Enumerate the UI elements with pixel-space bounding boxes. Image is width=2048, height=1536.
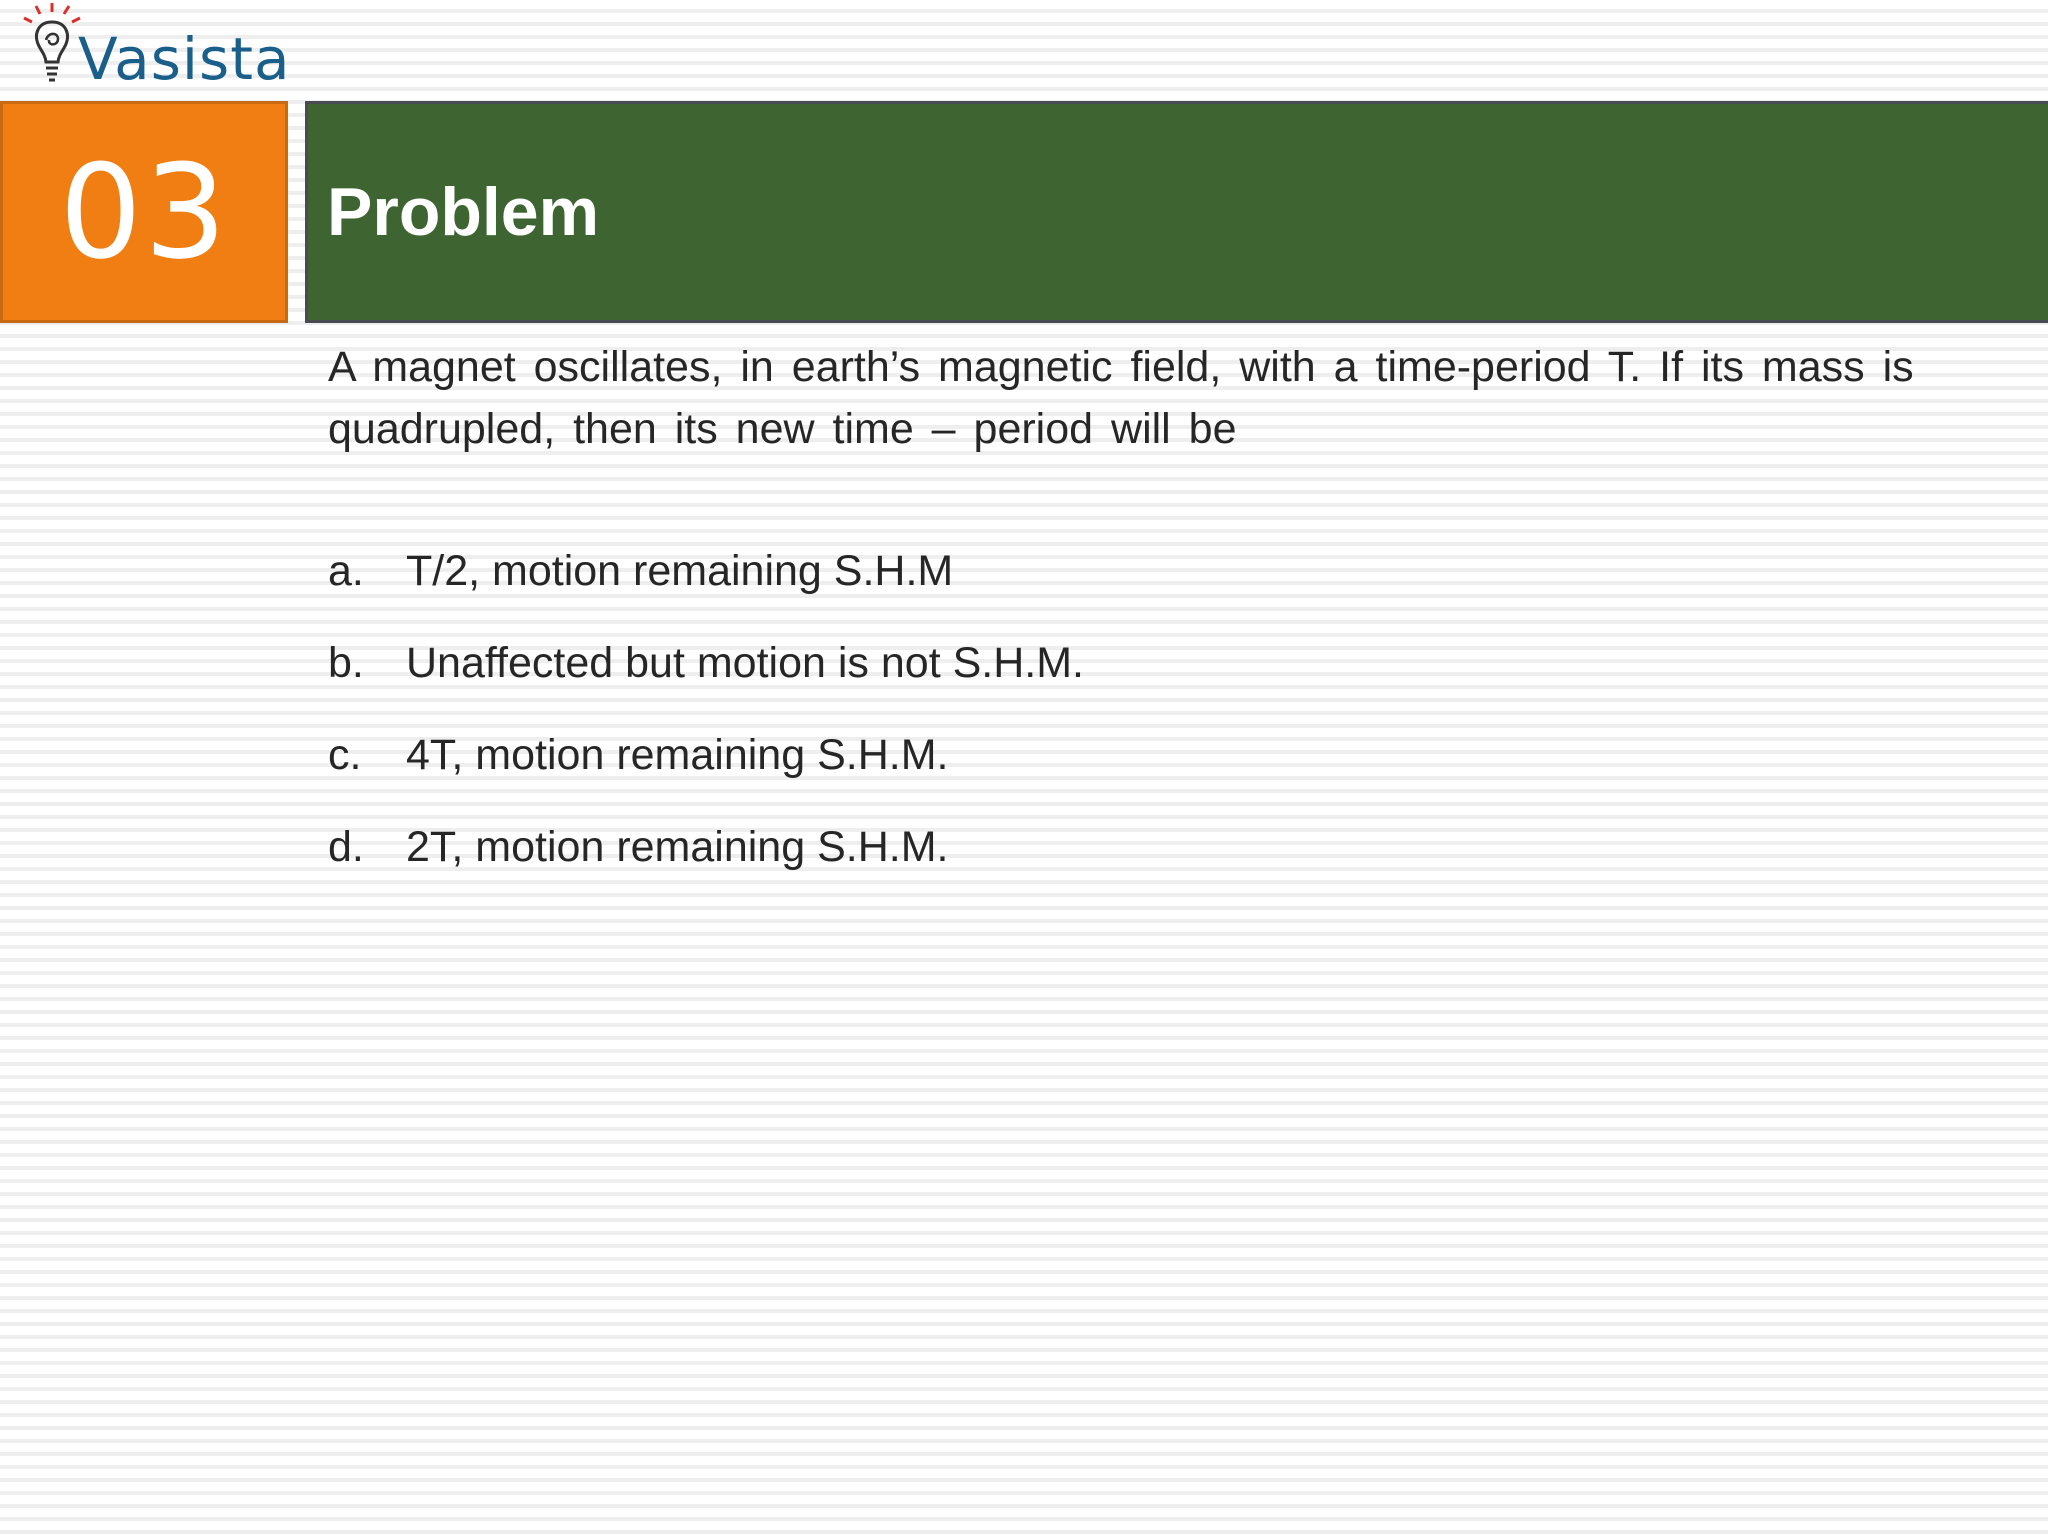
option-text: 2T, motion remaining S.H.M. — [406, 823, 949, 871]
option-text: 4T, motion remaining S.H.M. — [406, 731, 949, 779]
option-d — [328, 816, 1084, 908]
option-text: Unaffected but motion is not S.H.M. — [406, 639, 1084, 687]
brand-logo — [18, 2, 291, 98]
option-letter: b. — [328, 639, 364, 687]
slide-title: Problem — [327, 174, 600, 250]
option-letter: c. — [328, 731, 362, 779]
option-a — [328, 540, 1084, 632]
option-text: T/2, motion remaining S.H.M — [406, 547, 954, 595]
question-text: A magnet oscillates, in earth’s magnetic field, with a time-period T. If its mass is quadrupled, then its new time – period will be — [328, 343, 1914, 453]
slide-title-bar — [305, 101, 2048, 323]
option-letter: a. — [328, 547, 364, 595]
option-c — [328, 724, 1084, 816]
answer-options — [328, 540, 1084, 908]
option-letter: d. — [328, 823, 364, 871]
logo-wordmark: Vasista — [78, 25, 291, 93]
option-b — [328, 632, 1084, 724]
slide-number-badge: 03 — [0, 101, 288, 323]
